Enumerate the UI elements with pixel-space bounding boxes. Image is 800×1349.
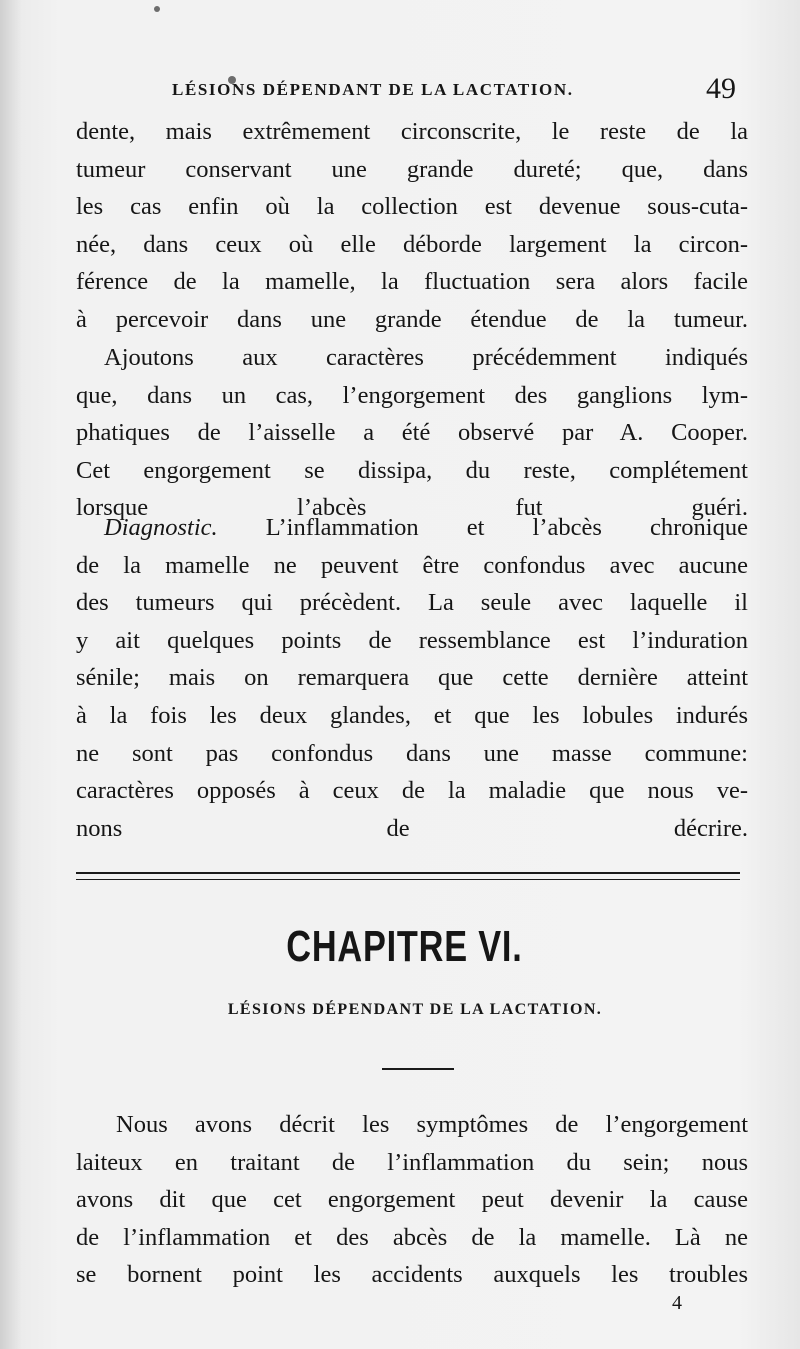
text-line: Cet engorgement se dissipa, du reste, complétement bbox=[76, 456, 748, 484]
text-line: phatiques de l’aisselle a été observé par A. Cooper. bbox=[76, 419, 748, 447]
running-title: LÉSIONS DÉPENDANT DE LA LACTATION. bbox=[172, 80, 574, 99]
text-line: dente, mais extrêmement circonscrite, le reste de la bbox=[76, 118, 748, 145]
text-line: des tumeurs qui précèdent. La seule avec laquelle il bbox=[76, 589, 748, 617]
page-number: 49 bbox=[706, 72, 736, 105]
text-line: Ajoutons aux caractères précédemment indiqués bbox=[104, 344, 748, 371]
short-rule bbox=[382, 1068, 454, 1070]
ink-speck bbox=[154, 6, 160, 12]
text-line: à percevoir dans une grande étendue de la tumeur. bbox=[76, 305, 748, 333]
running-head bbox=[70, 74, 770, 114]
text-line: nons de décrire. bbox=[76, 814, 748, 842]
text-line: avons dit que cet engorgement peut devenir la cause bbox=[76, 1186, 748, 1214]
text-line: ne sont pas confondus dans une masse commune: bbox=[76, 739, 748, 767]
text-run: L’inflammation et l’abcès chronique bbox=[217, 514, 748, 541]
text-line bbox=[76, 509, 748, 547]
paragraph-2 bbox=[76, 339, 748, 527]
paragraph-1 bbox=[76, 113, 748, 339]
text-line: les cas enfin où la collection est devenue sous-cuta- bbox=[76, 193, 748, 221]
section-divider bbox=[76, 872, 740, 880]
chapter-subtitle: LÉSIONS DÉPENDANT DE LA LACTATION. bbox=[227, 1001, 603, 1018]
paragraph-3 bbox=[76, 509, 748, 847]
paragraph-4 bbox=[76, 1106, 748, 1294]
text-line: caractères opposés à ceux de la maladie que nous ve- bbox=[76, 777, 748, 805]
text-line: de l’inflammation et des abcès de la mamelle. Là ne bbox=[76, 1223, 748, 1251]
chapter-title: CHAPITRE VI. bbox=[286, 922, 523, 971]
text-line: tumeur conservant une grande dureté; que, dans bbox=[76, 155, 748, 183]
text-line: férence de la mamelle, la fluctuation sera alors facile bbox=[76, 268, 748, 296]
text-line: de la mamelle ne peuvent être confondus avec aucune bbox=[76, 551, 748, 579]
diagnostic-heading: Diagnostic. bbox=[104, 514, 218, 541]
text-line: née, dans ceux où elle déborde largement la circon- bbox=[76, 230, 748, 258]
signature-mark: 4 bbox=[672, 1292, 682, 1314]
text-line: y ait quelques points de ressemblance est l’induration bbox=[76, 626, 748, 654]
text-line: à la fois les deux glandes, et que les lobules indurés bbox=[76, 701, 748, 729]
text-line: Nous avons décrit les symptômes de l’engorgement bbox=[116, 1111, 748, 1138]
text-line: se bornent point les accidents auxquels les troubles bbox=[76, 1261, 748, 1289]
text-line: laiteux en traitant de l’inflammation du sein; nous bbox=[76, 1148, 748, 1176]
text-line: que, dans un cas, l’engorgement des ganglions lym- bbox=[76, 381, 748, 409]
text-line: lorsque l’abcès fut guéri. bbox=[76, 494, 748, 522]
text-line: sénile; mais on remarquera que cette dernière atteint bbox=[76, 664, 748, 692]
